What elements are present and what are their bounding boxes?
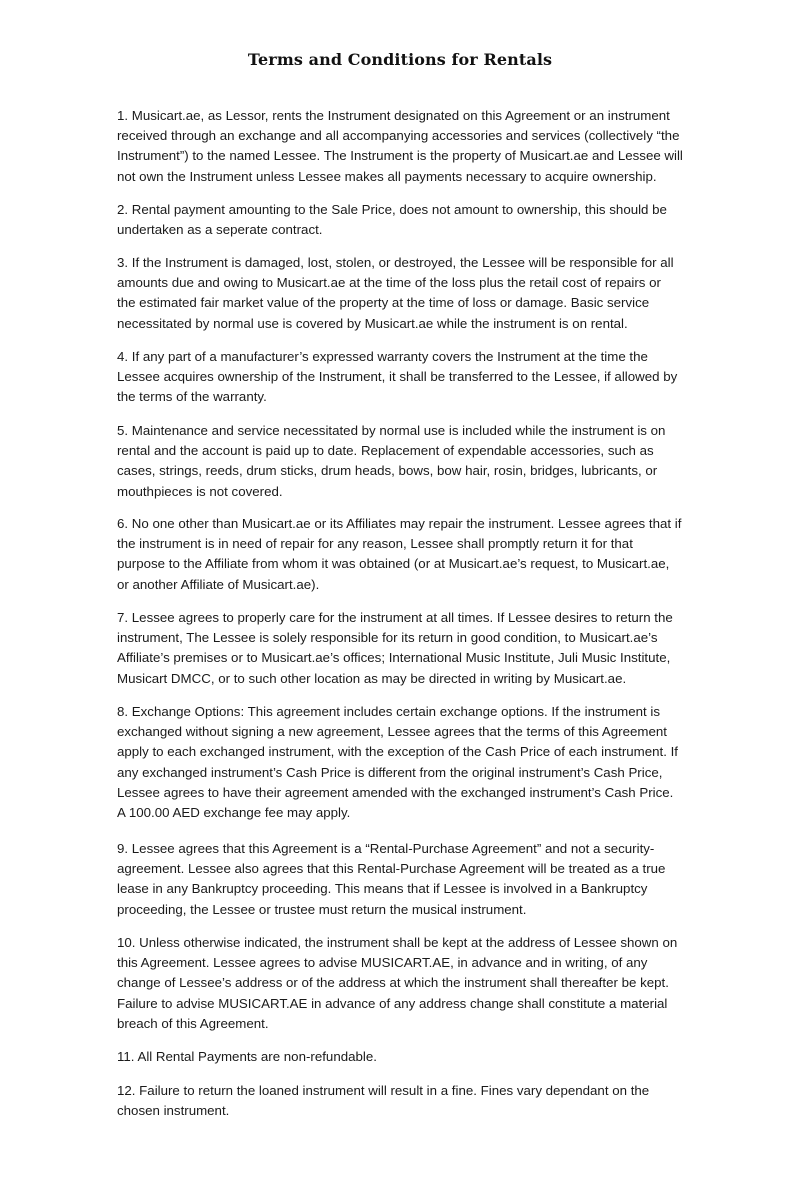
clause-6: 6. No one other than Musicart.ae or its Affiliates may repair the instrument. Lessee agrees that if the instrument is in need of repair for any reason, Lessee shall promptly return it for that purpose to the Affiliate from whom it was obtained (or at Musicart.ae’s request, to Musicart.ae, or another Affiliate of Musicart.ae). (117, 516, 682, 592)
clause-7: 7. Lessee agrees to properly care for the instrument at all times. If Lessee desires to return the instrument, The Lessee is solely responsible for its return in good condition, to Musicart.ae’s Affiliate’s premises or to Musicart.ae’s offices; International Music Institute, Juli Music Institute, Musicart DMCC, or to such other location as may be directed in writing by Musicart.ae. (117, 610, 673, 686)
clause-4: 4. If any part of a manufacturer’s expressed warranty covers the Instrument at the time the Lessee acquires ownership of the Instrument, it shall be transferred to the Lessee, if allowed by the terms of the warranty. (117, 349, 678, 405)
clause-1: 1. Musicart.ae, as Lessor, rents the Instrument designated on this Agreement or an instrument received through an exchange and all accompanying accessories and services (collectively “the Instrument”) to the named Lessee. The Instrument is the property of Musicart.ae and Lessee will not own the Instrument unless Lessee makes all payments necessary to acquire ownership. (117, 108, 683, 184)
clause-9: 9. Lessee agrees that this Agreement is a “Rental-Purchase Agreement” and not a security-agreement. Lessee also agrees that this Rental-Purchase Agreement will be treated as a true lease in any Bankruptcy proceeding. This means that if Lessee is involved in a Bankruptcy proceeding, the Lessee or trustee must return the musical instrument. (117, 841, 666, 917)
clause-5: 5. Maintenance and service necessitated by normal use is included while the instrument is on rental and the account is paid up to date. Replacement of expendable accessories, such as cases, strings, reeds, drum sticks, drum heads, bows, bow hair, rosin, bridges, lubricants, or mouthpieces is not covered. (117, 423, 666, 499)
clause-3: 3. If the Instrument is damaged, lost, stolen, or destroyed, the Lessee will be responsible for all amounts due and owing to Musicart.ae at the time of the loss plus the retail cost of repairs or the estimated fair market value of the property at the time of loss or damage. Basic service necessitated by normal use is covered by Musicart.ae while the instrument is on rental. (117, 255, 674, 331)
document-title: Terms and Conditions for Rentals (247, 50, 553, 69)
clause-12: 12. Failure to return the loaned instrument will result in a fine. Fines vary dependant on the chosen instrument. (117, 1083, 650, 1119)
clause-10: 10. Unless otherwise indicated, the instrument shall be kept at the address of Lessee shown on this Agreement. Lessee agrees to advise MUSICART.AE, in advance and in writing, of any change of Lessee’s address or of the address at which the instrument shall thereafter be kept. Failure to advise MUSICART.AE in advance of any address change shall constitute a material breach of this Agreement. (117, 935, 678, 1031)
clause-2: 2. Rental payment amounting to the Sale Price, does not amount to ownership, this should be undertaken as a seperate contract. (117, 202, 667, 238)
clause-11: 11. All Rental Payments are non-refundable. (117, 1049, 377, 1064)
clause-8: 8. Exchange Options: This agreement includes certain exchange options. If the instrument is exchanged without signing a new agreement, Lessee agrees that the terms of this Agreement apply to each exchanged instrument, with the exception of the Cash Price of each instrument. If any exchanged instrument’s Cash Price is different from the original instrument’s Cash Price, Lessee agrees to have their agreement amended with the exchanged instrument’s Cash Price. A 100.00 AED exchange fee may apply. (117, 704, 679, 821)
